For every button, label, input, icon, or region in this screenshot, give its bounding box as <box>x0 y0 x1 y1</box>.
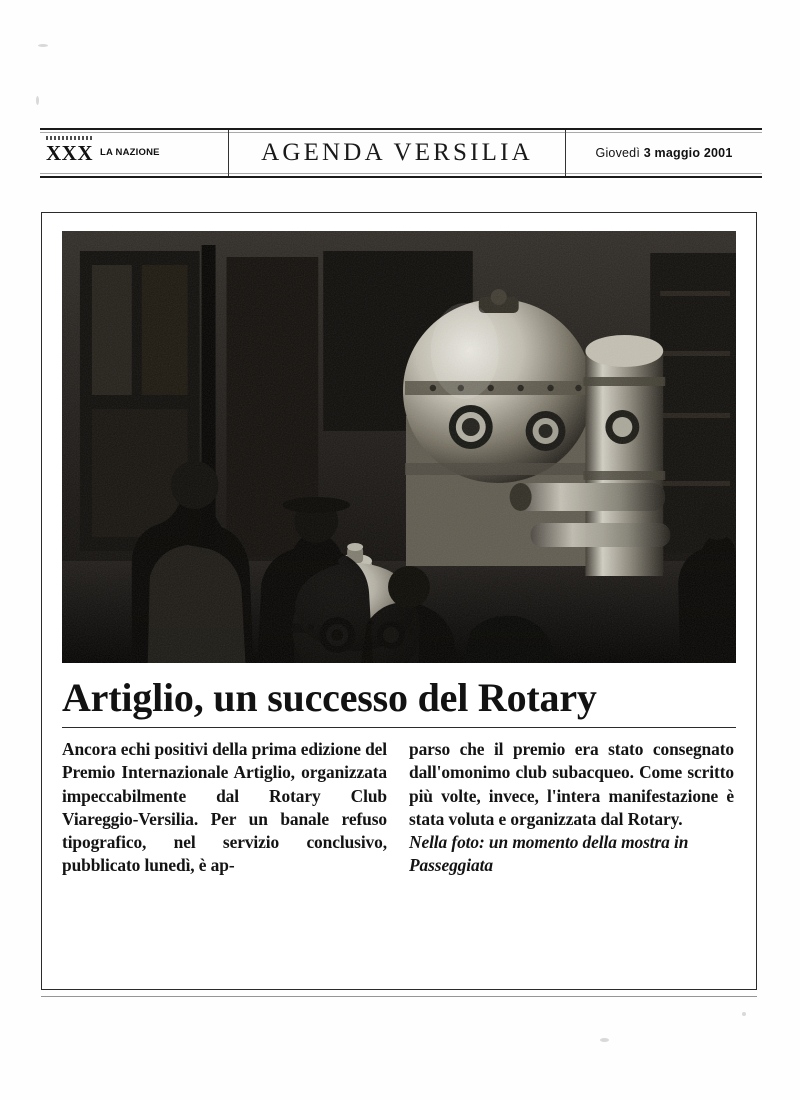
article-headline: Artiglio, un successo del Rotary <box>62 675 597 720</box>
column-left-text: Ancora echi positivi della prima edizione del Premio Internazionale Artiglio, organizzata impeccabilmente dal Rotary Club Viareggio-Versilia. Per un banale refuso tipografico, nel servizio conclusivo, pubblicato lunedì, è ap- <box>62 739 387 875</box>
article-column-right <box>409 738 734 877</box>
article-columns <box>62 738 736 877</box>
article-column-left <box>62 738 387 877</box>
scan-speckle <box>38 44 48 47</box>
headline-rule <box>62 727 736 728</box>
column-right-text: parso che il premio era stato consegnato dall'omonimo club subacqueo. Come scritto più volte, invece, l'intera manifestazione è stata voluta e organizzata dal Rotary. <box>409 739 734 829</box>
date-day-month: 3 maggio <box>643 146 701 160</box>
photo-caption: Nella foto: un momento della mostra in Passeggiata <box>409 831 689 875</box>
page-bottom-rule <box>41 996 757 997</box>
date-prefix: Giovedì <box>595 146 640 160</box>
scan-speckle <box>600 1038 609 1042</box>
publication-date <box>596 146 733 160</box>
masthead-left <box>40 130 229 176</box>
section-title: AGENDA VERSILIA <box>261 139 533 166</box>
date-year: 2001 <box>703 146 733 160</box>
masthead <box>40 128 762 178</box>
scan-speckle <box>36 96 39 105</box>
paper-name: LA NAZIONE <box>100 146 160 158</box>
masthead-right <box>566 130 762 176</box>
article-block <box>41 212 757 990</box>
masthead-center <box>229 130 566 176</box>
scan-speckle <box>742 1012 746 1016</box>
article-photo <box>62 231 736 663</box>
edition-mark: XXX <box>46 140 93 165</box>
